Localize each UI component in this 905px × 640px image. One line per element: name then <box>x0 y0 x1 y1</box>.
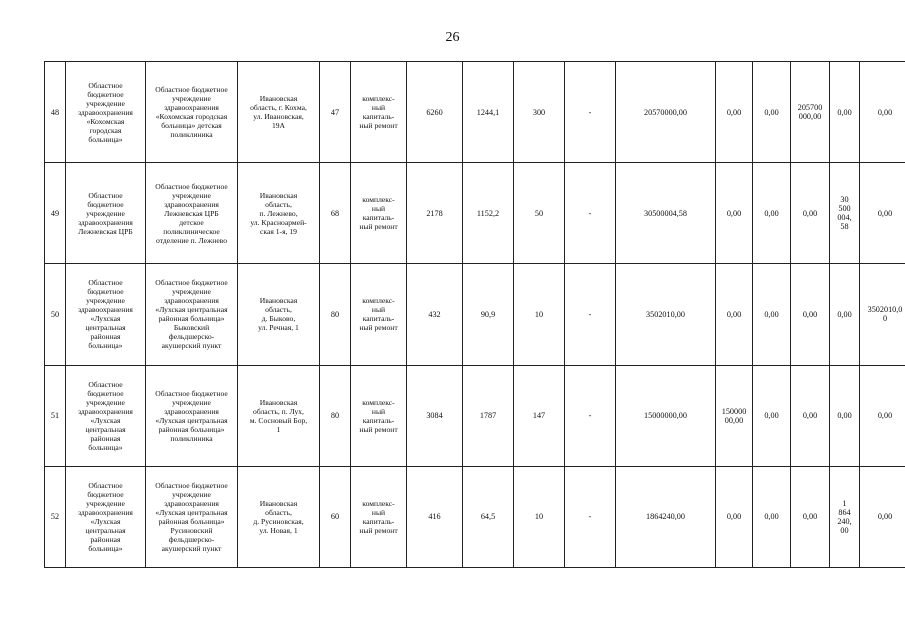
total-cost: 15000000,00 <box>616 365 716 466</box>
value-cell: 0,00 <box>860 62 905 163</box>
year-value: 80 <box>320 365 351 466</box>
institution-name: Областное бюджетное учреждение здравоохранения «Кохомская городская больница» <box>66 62 146 163</box>
value-cell: 0,00 <box>716 466 753 567</box>
row-number: 51 <box>45 365 66 466</box>
object-address: Ивановская область, г. Кохма, ул. Ивановская, 19А <box>238 62 320 163</box>
value-cell: 0,00 <box>830 264 860 365</box>
row-number: 49 <box>45 163 66 264</box>
institution-name: Областное бюджетное учреждение здравоохранения Лежневская ЦРБ <box>66 163 146 264</box>
row-number: 50 <box>45 264 66 365</box>
row-number: 52 <box>45 466 66 567</box>
value-cell: 0,00 <box>860 466 905 567</box>
value-cell: - <box>565 365 616 466</box>
value-cell: 0,00 <box>753 466 791 567</box>
object-address: Ивановская область, п. Лух, м. Сосновый Бор, 1 <box>238 365 320 466</box>
table-row <box>45 163 905 264</box>
value-cell: - <box>565 466 616 567</box>
value-cell: 0,00 <box>716 62 753 163</box>
object-address: Ивановская область, д. Быково, ул. Речная, 1 <box>238 264 320 365</box>
value-cell: 2178 <box>407 163 463 264</box>
value-cell: 1 864 240, 00 <box>830 466 860 567</box>
year-value: 68 <box>320 163 351 264</box>
value-cell: 150000 00,00 <box>716 365 753 466</box>
value-cell: 0,00 <box>716 264 753 365</box>
object-name: Областное бюджетное учреждение здравоохранения «Лухская центральная районная больница» поликлиника <box>146 365 238 466</box>
value-cell: 3502010,0 0 <box>860 264 905 365</box>
institution-name: Областное бюджетное учреждение здравоохранения «Лухская центральная районная больница» <box>66 264 146 365</box>
value-cell: 0,00 <box>753 264 791 365</box>
table-row <box>45 466 905 567</box>
value-cell: 0,00 <box>716 163 753 264</box>
value-cell: 416 <box>407 466 463 567</box>
table-row <box>45 365 905 466</box>
object-name: Областное бюджетное учреждение здравоохранения «Лухская центральная районная больница» Быковский фельдшерско- акушерский пункт <box>146 264 238 365</box>
total-cost: 20570000,00 <box>616 62 716 163</box>
value-cell: 205700 000,00 <box>791 62 830 163</box>
total-cost: 1864240,00 <box>616 466 716 567</box>
work-type: комплекс- ный капиталь- ный ремонт <box>351 163 407 264</box>
value-cell: 30 500 004, 58 <box>830 163 860 264</box>
object-name: Областное бюджетное учреждение здравоохранения «Лухская центральная районная больница» Русиновский фельдшерско- акушерский пункт <box>146 466 238 567</box>
value-cell: 1244,1 <box>463 62 514 163</box>
value-cell: 0,00 <box>791 264 830 365</box>
value-cell: 0,00 <box>753 365 791 466</box>
year-value: 60 <box>320 466 351 567</box>
object-address: Ивановская область, п. Лежнево, ул. Красноармей- ская 1-я, 19 <box>238 163 320 264</box>
value-cell: 0,00 <box>791 466 830 567</box>
institution-name: Областное бюджетное учреждение здравоохранения «Лухская центральная районная больница» <box>66 466 146 567</box>
value-cell: 0,00 <box>860 365 905 466</box>
value-cell: 1152,2 <box>463 163 514 264</box>
object-table <box>44 61 905 568</box>
value-cell: 3084 <box>407 365 463 466</box>
total-cost: 3502010,00 <box>616 264 716 365</box>
institution-name: Областное бюджетное учреждение здравоохранения «Лухская центральная районная больница» <box>66 365 146 466</box>
value-cell: 147 <box>514 365 565 466</box>
table-row <box>45 264 905 365</box>
value-cell: - <box>565 163 616 264</box>
work-type: комплекс- ный капиталь- ный ремонт <box>351 365 407 466</box>
value-cell: 1787 <box>463 365 514 466</box>
value-cell: 6260 <box>407 62 463 163</box>
table-row <box>45 62 905 163</box>
value-cell: 0,00 <box>830 365 860 466</box>
value-cell: - <box>565 264 616 365</box>
value-cell: 0,00 <box>791 365 830 466</box>
year-value: 80 <box>320 264 351 365</box>
year-value: 47 <box>320 62 351 163</box>
object-address: Ивановская область, д. Русиновская, ул. Новая, 1 <box>238 466 320 567</box>
value-cell: 0,00 <box>753 62 791 163</box>
value-cell: - <box>565 62 616 163</box>
value-cell: 0,00 <box>753 163 791 264</box>
value-cell: 0,00 <box>860 163 905 264</box>
work-type: комплекс- ный капиталь- ный ремонт <box>351 264 407 365</box>
page-number: 26 <box>445 30 460 45</box>
value-cell: 50 <box>514 163 565 264</box>
value-cell: 0,00 <box>791 163 830 264</box>
value-cell: 90,9 <box>463 264 514 365</box>
value-cell: 0,00 <box>830 62 860 163</box>
row-number: 48 <box>45 62 66 163</box>
value-cell: 10 <box>514 466 565 567</box>
work-type: комплекс- ный капиталь- ный ремонт <box>351 466 407 567</box>
object-name: Областное бюджетное учреждение здравоохранения «Кохомская городская больница» детская поликлиника <box>146 62 238 163</box>
total-cost: 30500004,58 <box>616 163 716 264</box>
value-cell: 64,5 <box>463 466 514 567</box>
work-type: комплекс- ный капиталь- ный ремонт <box>351 62 407 163</box>
object-name: Областное бюджетное учреждение здравоохранения Лежневская ЦРБ детское поликлиническое отделение п. Лежнево <box>146 163 238 264</box>
value-cell: 300 <box>514 62 565 163</box>
value-cell: 432 <box>407 264 463 365</box>
value-cell: 10 <box>514 264 565 365</box>
